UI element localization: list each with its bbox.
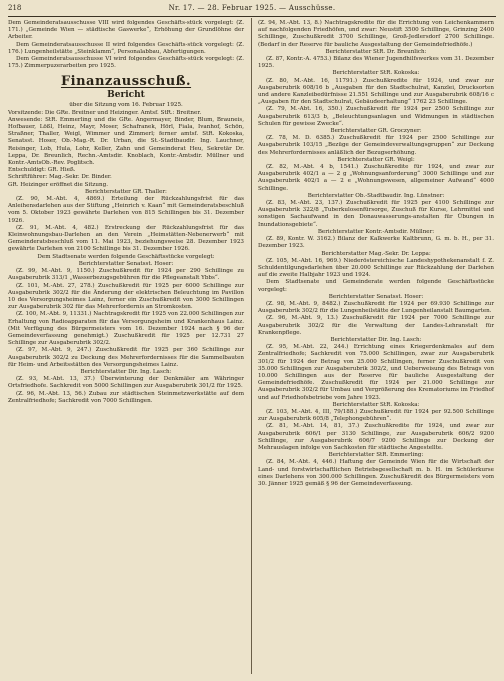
paragraph: Dem Gemeinderatsausschusse II wird folgendes Geschäfts-stück vorgelegt: (Z. 176.) Lungenheilstätte „Steinklamm“, Personalabbau, Abfertigungen.	[8, 41, 244, 55]
reporter-heading: Berichterstatter Dir. Ing. Lasch:	[80, 368, 172, 375]
paragraph: (Z. 78, M. D. 6385.) Zuschußkredit für 1924 per 2500 Schillinge zur Ausgaberubrik 103/15 „Bezüge der Gemeindeverwaltungsgruppen“ zur Deckung des Mehrerfordernisses anläßlich der Bezugserhöhung.	[258, 135, 494, 156]
reporter-heading: Berichterstatter StR. Kokoska:	[332, 70, 420, 77]
paragraph: (Z. 94, M.-Abt. 13, 8.) Nachtragskredite für die Errichtung von Leichenkammern auf nachfolgenden Friedhöfen, und zwar: Neustift 3500 Schillinge, Grinzing 2400 Schillinge, Zuschußkredit 3700 Schillinge, Groß-Jedlersdorf 2700 Schillinge. (Bedarf in der Reserve für bauliche Ausgestaltung der Gemeindefriedhöfe.)	[258, 20, 494, 48]
paragraph: Dem Gemeinderatsausschusse VIII wird folgendes Geschäfts-stück vorgelegt: (Z. 171.) „Gemeinde Wien — städtische Gaswerke“, Erhöhung der Grundlöhne der Arbeiter.	[8, 20, 244, 41]
paragraph: (Z. 89, Kontr. W. 3162.) Bilanz der Kalkwerke Kaltbrunn, G. m. b. H., per 31. Dezember 1923.	[258, 236, 494, 250]
reporter-heading: Berichterstatter Senatsst. Hoser:	[78, 260, 174, 267]
paragraph: GR. Heizinger eröffnet die Sitzung.	[8, 181, 108, 188]
reporter-heading: Berichterstatter Mag.-Sekr. Dr. Leppa:	[321, 250, 431, 257]
running-title: Nr. 17. — 28. Februar 1925. — Ausschüsse.	[168, 4, 336, 12]
paragraph: (Z. 101, M.-Abt. 27, 278.) Zuschußkredit für 1925 per 6000 Schillinge zur Ausgaberubrik 302/2 für die Änderung der elektrischen Beleuchtung im Pavillon 10 des Versorgungsheimes Lainz, ferner ein Zuschußkredit von 3000 Schillingen zur Ausgaberubrik 302 für das Mehrerfordernis an Stromkosten.	[8, 282, 244, 311]
section-title: Finanzausschuß.	[60, 74, 192, 90]
page-header	[8, 2, 496, 15]
paragraph: (Z. 84, M.-Abt. 4, 446.) Haftung der Gemeinde Wien für die Wirtschaft der Land- und forstwirtschaftlichen Betriebsgesellschaft m. b. H. im Schülerkurse eines Darlehens von 300.000 Schillingen. Zuschußkredit des Bürgermeisters vom 30. Jänner 1925 gemäß § 96 der Gemeindeverfassung.	[258, 459, 494, 487]
right-column	[258, 20, 494, 488]
reporter-heading: Berichterstatter StR. Kokoska:	[332, 401, 420, 408]
paragraph: (Z. 99, M.-Abt. 9, 1150.) Zuschußkredit für 1924 per 290 Schillinge zu Ausgaberubrik 313/1 „Wasserbezugsgebühren für die Pflegeanstalt Ybbs“.	[8, 268, 244, 282]
paragraph: (Z. 81, M.-Abt. 14, 81, 37.) Zuschußkredite für 1924, und zwar zur Ausgaberubrik 606/1 per 3130 Schillinge, zur Ausgaberubrik 606/2 9200 Schillinge, zur Ausgaberubrik 606/7 9200 Schillinge zur Deckung der Mehrauslagen infolge von Sachkosten für städtische Angestellte.	[258, 423, 494, 451]
paragraph: (Z. 91, M.-Abt. 4, 482.) Erstreckung der Rückzahlungsfrist für das Kleinwohnungsbau-Darlehen an den Verein „Heimstätten-Nebenerwerb“ mit Gemeinderatsbeschluß vom 11. Mai 1923, beziehungsweise 28. Dezember 1923 gewährte Darlehen von 2100 Schillinge bis 31. Dezember 1926.	[8, 224, 244, 253]
reporter-heading: Berichterstatter Kontr.-Amtsdir. Müllner:	[317, 228, 435, 235]
reporter-heading: Berichterstatter GR. Weigl:	[337, 156, 415, 163]
reporter-heading: Berichterstatter Dir. Ing. Lasch:	[330, 336, 422, 343]
reporter-heading: Berichterstatter StR. Dr. Breunlich:	[325, 48, 427, 55]
paragraph: (Z. 103, M.-Abt. 4, III, 79/188.) Zuschußkredit für 1924 per 92.500 Schillinge zur Ausgaberubrik 605/8 „Telephongebühren“.	[258, 408, 494, 423]
reporter-heading: Dem Stadtsenate werden folgende Geschäftsstücke vorgelegt:	[37, 253, 215, 260]
paragraph: (Z. 82, M.-Abt. 4 b, 1541.) Zuschußkredite für 1924, und zwar zur Ausgaberubrik 402/1 a — 2 g „Wohnungsanforderung“ 3000 Schillinge und zur Ausgaberubrik 402/1 a — 2 e „Wohnungswesen, allgemeiner Aufwand“ 4000 Schillinge.	[258, 164, 494, 192]
paragraph: (Z. 87, Kontr.-A. 4753.) Bilanz des Wiener Jugendhilfswerkes vom 31. Dezember 1925.	[258, 56, 494, 70]
paragraph: Schriftführer: Mag.-Sekr. Dr. Binder.	[8, 174, 112, 181]
reporter-heading: Berichterstatter Ob.-Stadtbaudir. Ing. Lünstner:	[307, 192, 445, 199]
paragraph: (Z. 97, M.-Abt. 9, 247.) Zuschußkredit für 1925 per 360 Schillinge zur Ausgaberubrik 302/2 zu Deckung des Mehrerfordernisses für die Sammelbauten für Heim- und Arbeitsstätten des Versorgungsheimes Lainz.	[8, 347, 244, 368]
column-divider	[251, 18, 252, 674]
paragraph: (Z. 96, M.-Abt. 9, 13.) Zuschußkredit für 1924 per 7000 Schillinge zur Ausgaberubrik 302/2 für die Verwaltung der Landes-Lehranstalt für Krankenpflege.	[258, 315, 494, 336]
paragraph: (Z. 90, M.-Abt. 4, 4869.) Erteilung der Rückzahlungsfrist für das Anleihensdarlehen aus der Stiftung „Heinrich v. Kaan“ mit Gemeinderatsbeschluß vom 5. Oktober 1923 gewährte Darlehen von 815 Schillingen bis 31. Dezember 1926.	[8, 196, 244, 224]
reporter-heading: Berichterstatter GR. Thaller:	[85, 188, 167, 195]
paragraph: (Z. 83, M.-Abt. 23, 137.) Zuschußkredit für 1925 per 4100 Schillinge zur Ausgaberubrik 322/8 „Tuberkulosenfürsorge, Zuschuß für Kurse, Lehrmittel und sonstigen Sachaufwand in den Donauwasserungs-anstalten für Übungen in Inundationsgebiete“.	[258, 200, 494, 228]
paragraph: Dem Stadtsenate und Gemeinderate werden folgende Geschäftsstücke vorgelegt:	[258, 279, 494, 293]
header-rule	[8, 16, 496, 17]
reporter-heading: Berichterstatter GR. Groczyner:	[330, 128, 422, 135]
paragraph: Dem Gemeinderatsausschusse VI wird folgendes Geschäfts-stück vorgelegt: (Z. 175.) Zimmerpuzerarbeiten pro 1925.	[8, 56, 244, 70]
reporter-heading: über die Sitzung vom 16. Februar 1925.	[69, 102, 183, 109]
paragraph: (Z. 96, M.-Abt. 13, 56.) Zubau zur städtischen Steinmetzwerkstätte auf dem Zentralfriedhofe; Sachkredit von 7000 Schillingen.	[8, 390, 244, 404]
reporter-heading: Berichterstatter StR. Emmerling:	[328, 452, 424, 459]
paragraph: Anwesende: StR. Emmerling und die GRe. Angermayer, Binder, Blum, Brauneis, Hofbauer, Lößl, Heinz, Mayr, Moser, Schafranek, Hörl, Fiala, Ivanhof, Schön, Straßner, Thaller, Weigl, Wimmer und Zimmerl; ferner amtsf. StR. Kokoska, Senatsst. Hoser, Ob.-Mag.-R. Dr. Urban, die St.-Stadtbaudir. Ing. Lauchner, Reisinger, Lob, Hula, Lohr, Keller, Zahn und Gemeinderat Heu, Sekretär Dr. Leppa, Dr. Breunlich, Rechn.-Amtsdir. Knoblach, Kontr.-Amtsdir. Müllner und Kontr.-AmtsOb.-Rev. Poglitsch.	[8, 116, 244, 167]
section-subtitle: Bericht	[107, 90, 145, 101]
paragraph: Entschuldigt: GR. Hieß.	[8, 167, 76, 174]
reporter-heading: Berichterstatter Senatsst. Hoser:	[328, 293, 424, 300]
paragraph: (Z. 95, M.-Abt. 22, 244.) Errichtung eines Kriegerdenkmales auf dem Zentralfriedhofe; Sachkredit von 75.000 Schillingen, zwar zur Ausgaberubrik 301/2 für 1924 der Betrag von 25.000 Schillingen, ferner Zuschußkredit von 35.000 Schillingen zur Ausgaberubrik 302/2, und Ueberweisung des Betrags von 10.000 Schillingen aus der Reserve für bauliche Ausgestaltung der Gemeindefriedhöfe. Zuschußkredit für 1924 per 21.000 Schillinge zur Ausgaberubrik 302/2 für Umbau und Vergrößerung des Krematoriums im Friedhof und auf Friedhofsbetriebe vom Jahre 1923.	[258, 344, 494, 401]
paragraph: (Z. 79, M.-Abt. 16, 350.) Zuschußkredit für 1924 per 2500 Schillinge zur Ausgaberubrik 613/3 b, „Beleuchtungsanlagen und Widmungen in städtischen Schulen für gewisse Zwecke“.	[258, 106, 494, 127]
page-number: 218	[8, 4, 22, 12]
paragraph: (Z. 100, M.-Abt. 9, 11331.) Nachtragskredit für 1925 von 22.000 Schillingen zur Erhaltung von Radioapparaten für das Versorgungsheim und Krankenhaus Lainz. (Mit Verfügung des Bürgermeisters vom 16. Dezember 1924 nach § 96 der Gemeindeverfassung genehmigt.) Zuschußkredit für 1925 per 12.731 27 Schillinge zur Ausgaberubrik 302/2.	[8, 311, 244, 347]
paragraph: (Z. 93, M.-Abt. 13, 37.) Überwinterung der Denkmäler am Währinger Ortsfriedhofe. Sachkredit von 5000 Schillingen zur Ausgaberubrik 301/2 für 1925.	[8, 376, 244, 390]
paragraph: (Z. 80, M.-Abt. 16, 11791.) Zuschußkredite für 1924, und zwar zur Ausgaberubrik 608/16 b „Ausgaben für den Stadtschulrat, Kanzlei, Drucksorten und andere Kanzleibedürfnisse 21.551 Schillinge und zur Ausgaberubrik 608/16 c „Ausgaben für den Stadtschulrat, Gebäudeerhaltung“ 1762 23 Schillinge.	[258, 77, 494, 106]
left-column	[8, 20, 244, 405]
paragraph: (Z. 98, M.-Abt. 9, 8482.) Zuschußkredit für 1924 per 69.930 Schillinge zur Ausgaberubrik 302/2 für die Lungenheilstätte der Lungenheilanstalt Baumgarten.	[258, 300, 494, 315]
paragraph: (Z. 105, M.-Abt. 16, 969.) Niederöstereichische Landeshypothekenanstalt f. Z. Schuldentilgungsdarlehen über 20.000 Schillinge zur Rückzahlung der Darlehen auf die zweite Halbjahr 1923 und 1924.	[258, 257, 494, 279]
paragraph: Vorsitzende: Die GRe. Breitner und Heizinger. Amtsf. StR.: Breitner.	[8, 109, 202, 116]
